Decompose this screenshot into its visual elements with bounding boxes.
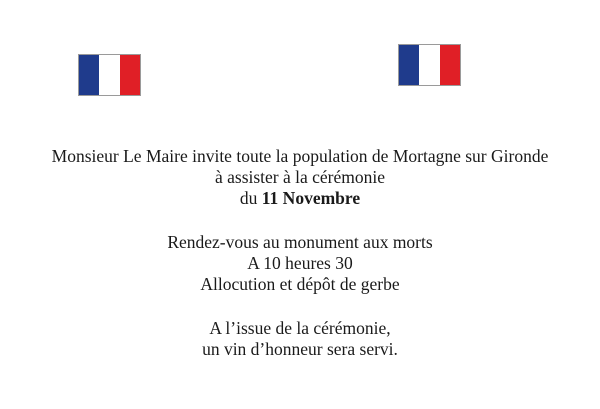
french-flag-left [78,54,141,96]
closing-line: un vin d’honneur sera servi. [202,339,398,359]
ceremony-date [0,188,600,209]
flag-band-white [419,45,439,85]
closing-block [0,318,600,360]
invitation-line: Monsieur Le Maire invite toute la population de Mortagne sur Gironde [51,146,549,166]
rendezvous-block [0,232,600,295]
flag-band-red [120,55,140,95]
date-prefix: du [239,188,262,208]
invitation-block [0,146,600,209]
invitation-line: à assister à la cérémonie [214,167,386,187]
rendezvous-line: Allocution et dépôt de gerbe [200,274,400,294]
closing-line: A l’issue de la cérémonie, [209,318,391,338]
rendezvous-line: Rendez-vous au monument aux morts [167,232,433,252]
french-flag-right [398,44,461,86]
flag-band-white [99,55,119,95]
date-value: 11 Novembre [261,188,361,208]
rendezvous-time: A 10 heures 30 [247,253,353,273]
flag-band-blue [399,45,419,85]
flag-band-blue [79,55,99,95]
flag-band-red [440,45,460,85]
